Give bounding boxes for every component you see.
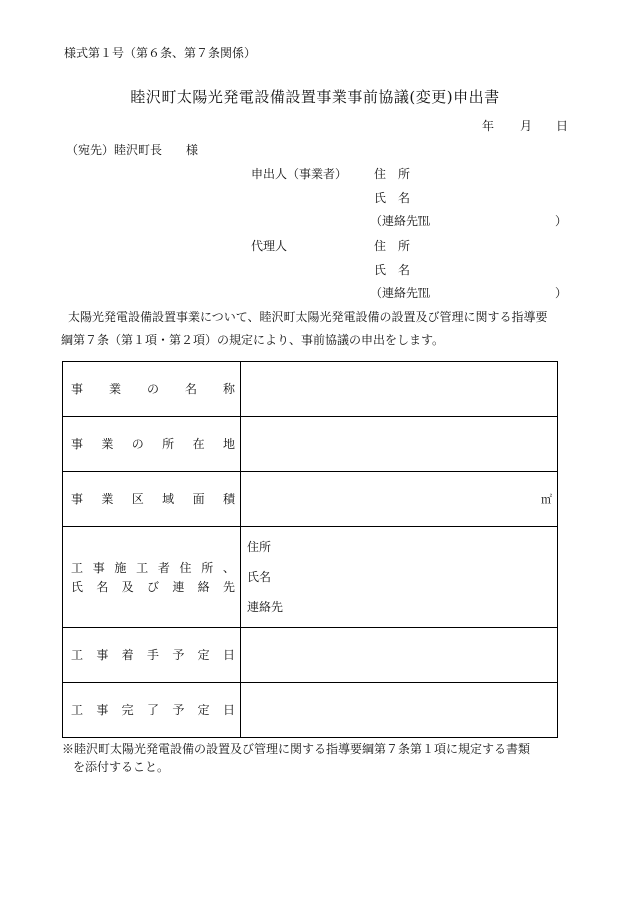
- contractor-contact-label: 連絡先: [247, 600, 284, 614]
- project-location-field[interactable]: [241, 417, 558, 472]
- agent-label: 代理人: [251, 239, 288, 253]
- table-row: [63, 683, 558, 738]
- applicant-contact-label: （連絡先℡: [370, 214, 431, 228]
- contractor-label-line-2: 氏 名 及 び 連 絡 先: [71, 579, 235, 594]
- table-row: [63, 362, 558, 417]
- contractor-name-label: 氏名: [247, 570, 272, 584]
- row-label-cell: [63, 683, 241, 738]
- agent-contact-close: ）: [555, 286, 568, 300]
- agent-contact-label: （連絡先℡: [370, 286, 431, 300]
- project-area-field[interactable]: [241, 472, 558, 527]
- row-label-cell: [63, 417, 241, 472]
- row-label-cell: [63, 628, 241, 683]
- agent-name-label: 氏 名: [374, 263, 411, 277]
- row-label-cell: [63, 362, 241, 417]
- contractor-field[interactable]: [241, 527, 558, 628]
- date-month-label: 月: [520, 119, 533, 133]
- note-line-1: ※睦沢町太陽光発電設備の設置及び管理に関する指導要綱第７条第１項に規定する書類: [62, 742, 531, 756]
- completion-date-label: 工 事 完 了 予 定 日: [71, 703, 235, 717]
- start-date-label: 工 事 着 手 予 定 日: [71, 648, 235, 662]
- note-line-2: を添付すること。: [73, 760, 170, 774]
- form-number: 様式第１号（第６条、第７条関係）: [64, 46, 257, 60]
- applicant-label: 申出人（事業者）: [251, 167, 348, 181]
- body-text-line-1: 太陽光発電設備設置事業について、睦沢町太陽光発電設備の設置及び管理に関する指導要: [68, 310, 548, 324]
- table-row: [63, 417, 558, 472]
- project-name-label: 事 業 の 名 称: [71, 382, 235, 396]
- application-table: [62, 361, 558, 738]
- project-name-field[interactable]: [241, 362, 558, 417]
- addressee: （宛先）睦沢町長 様: [66, 143, 199, 157]
- agent-address-label: 住 所: [374, 239, 411, 253]
- body-text-line-2: 綱第７条（第１項・第２項）の規定により、事前協議の申出をします。: [61, 333, 445, 347]
- date-year-label: 年: [482, 119, 495, 133]
- applicant-address-label: 住 所: [374, 167, 411, 181]
- table-row: [63, 472, 558, 527]
- area-unit: ㎡: [541, 493, 552, 506]
- applicant-contact-close: ）: [555, 214, 568, 228]
- table-row: [63, 527, 558, 628]
- completion-date-field[interactable]: [241, 683, 558, 738]
- row-label-cell: [63, 472, 241, 527]
- project-area-label: 事 業 区 域 面 積: [71, 492, 235, 506]
- table-row: [63, 628, 558, 683]
- applicant-name-label: 氏 名: [374, 191, 411, 205]
- contractor-address-label: 住所: [247, 540, 272, 554]
- contractor-label-line-1: 工 事 施 工 者 住 所 、: [71, 560, 235, 575]
- document-title: 睦沢町太陽光発電設備設置事業事前協議(変更)申出書: [130, 88, 500, 106]
- row-label-cell: [63, 527, 241, 628]
- project-location-label: 事 業 の 所 在 地: [71, 437, 235, 451]
- date-day-label: 日: [556, 119, 569, 133]
- start-date-field[interactable]: [241, 628, 558, 683]
